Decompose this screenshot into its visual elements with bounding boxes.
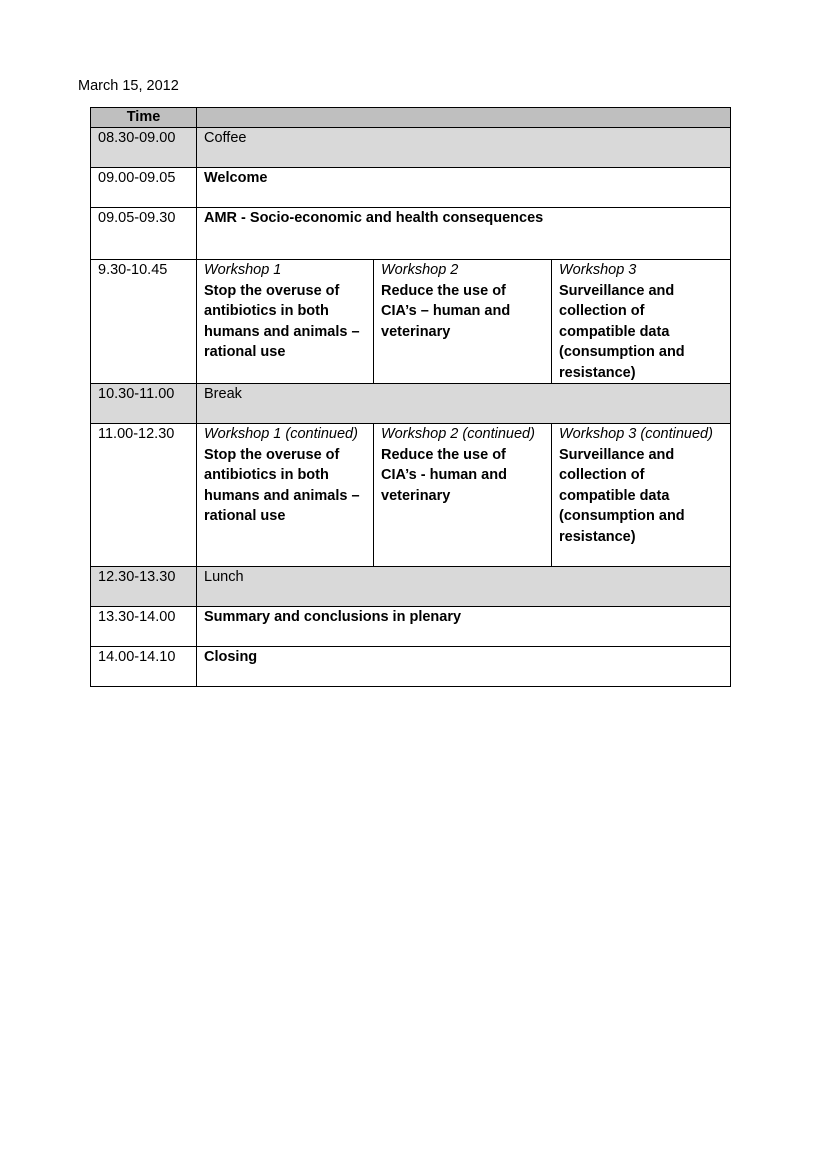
workshop-label: Workshop 2 (continued) [381,426,535,442]
document-date: March 15, 2012 [78,78,179,94]
activity-header [197,108,731,128]
time-cell: 09.05-09.30 [91,208,197,260]
table-row [91,567,731,607]
time-cell: 12.30-13.30 [91,567,197,607]
time-cell: 11.00-12.30 [91,424,197,567]
table-row [91,128,731,168]
table-row [91,260,731,384]
time-cell: 08.30-09.00 [91,128,197,168]
workshop-title: Reduce the use of CIA’s – human and veterinary [381,282,511,340]
table-row [91,168,731,208]
table-row [91,208,731,260]
workshop-title: Stop the overuse of antibiotics in both humans and animals – rational use [204,446,360,524]
workshop-cell [374,424,552,567]
workshop-cell [552,424,731,567]
workshop-title: Stop the overuse of antibiotics in both humans and animals – rational use [204,282,360,360]
table-row [91,384,731,424]
activity-cell: Coffee [197,128,731,168]
workshop-cell [197,424,374,567]
activity-cell: AMR - Socio-economic and health consequences [197,208,731,260]
workshop-title: Surveillance and collection of compatible data (consumption and resistance) [559,282,685,381]
workshop-cell [374,260,552,384]
header-row [91,108,731,128]
table-row [91,647,731,687]
activity-cell: Summary and conclusions in plenary [197,607,731,647]
activity-cell: Closing [197,647,731,687]
workshop-title: Surveillance and collection of compatible data (consumption and resistance) [559,446,685,545]
time-cell: 14.00-14.10 [91,647,197,687]
time-header: Time [91,108,197,128]
workshop-label: Workshop 1 [204,262,282,278]
activity-cell: Lunch [197,567,731,607]
workshop-cell [552,260,731,384]
time-cell: 9.30-10.45 [91,260,197,384]
time-cell: 10.30-11.00 [91,384,197,424]
time-cell: 13.30-14.00 [91,607,197,647]
workshop-label: Workshop 2 [381,262,459,278]
agenda-table [90,107,731,687]
activity-cell: Break [197,384,731,424]
workshop-label: Workshop 3 [559,262,637,278]
workshop-label: Workshop 3 (continued) [559,426,713,442]
workshop-label: Workshop 1 (continued) [204,426,358,442]
activity-cell: Welcome [197,168,731,208]
workshop-cell [197,260,374,384]
workshop-title: Reduce the use of CIA’s - human and veterinary [381,446,507,504]
time-cell: 09.00-09.05 [91,168,197,208]
table-row [91,424,731,567]
table-row [91,607,731,647]
